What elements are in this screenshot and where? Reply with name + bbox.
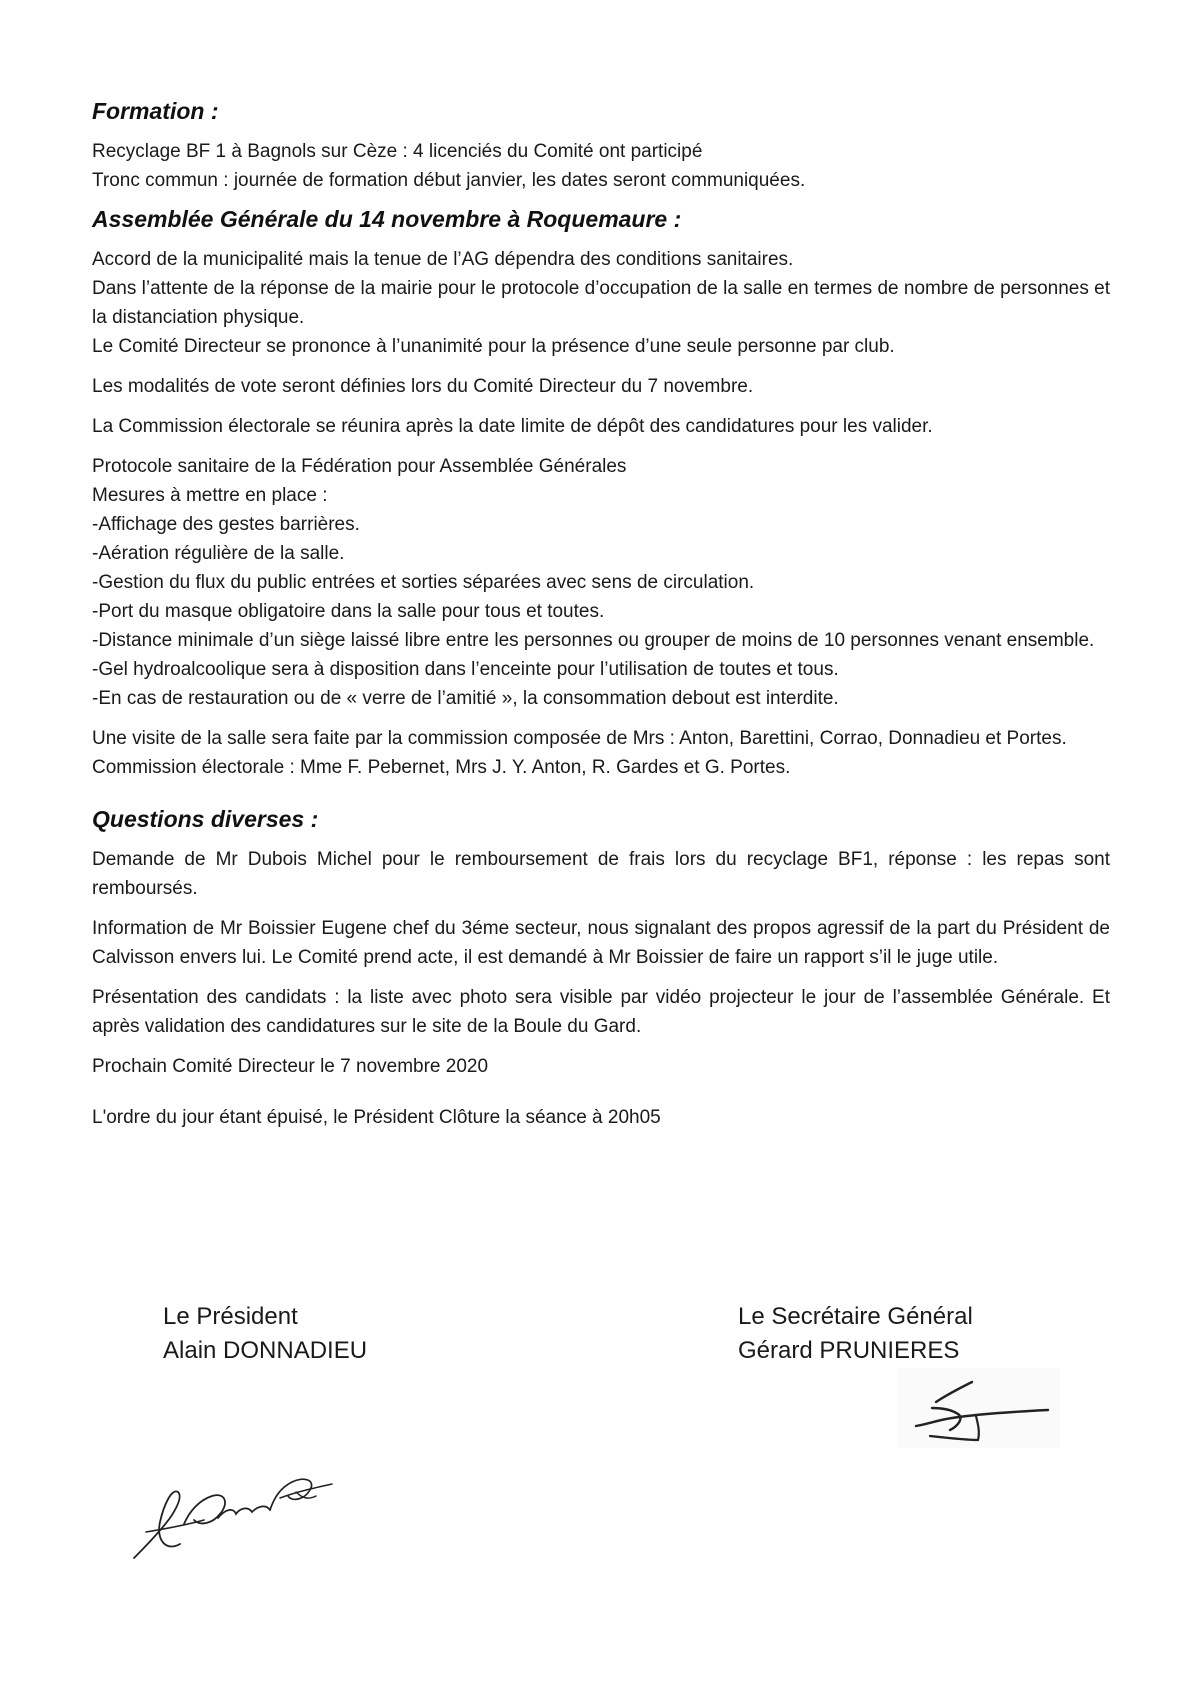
- paragraph-line: Dans l’attente de la réponse de la mairie pour le protocole d’occupation de la salle en termes de nombre de personnes et la distanciation physique.: [92, 278, 1110, 328]
- questions-paragraph-4: Prochain Comité Directeur le 7 novembre 2020: [92, 1056, 489, 1077]
- secretary-name: Gérard PRUNIERES: [738, 1337, 960, 1364]
- formation-line: Recyclage BF 1 à Bagnols sur Cèze : 4 licenciés du Comité ont participé: [92, 141, 703, 162]
- questions-paragraph-3: Présentation des candidats : la liste avec photo sera visible par vidéo projecteur le jour de l’assemblée Générale. Et après validation des candidatures sur le site de la Boule du Gard.: [92, 987, 1110, 1037]
- paragraph-line: Le Comité Directeur se prononce à l’unanimité pour la présence d’une seule personne par club.: [92, 336, 895, 357]
- protocole-item: -En cas de restauration ou de « verre de l’amitié », la consommation debout est interdite.: [92, 688, 839, 709]
- president-signature-block: [163, 1300, 367, 1368]
- document-body: [92, 98, 1110, 1143]
- secretary-signature-image: [898, 1368, 1060, 1448]
- secretary-signature-block: [738, 1300, 973, 1368]
- protocole-item: -Gel hydroalcoolique sera à disposition dans l’enceinte pour l’utilisation de toutes et tous.: [92, 659, 839, 680]
- president-name: Alain DONNADIEU: [163, 1337, 368, 1364]
- visite-line: Une visite de la salle sera faite par la commission composée de Mrs : Anton, Barettini, Corrao, Donnadieu et Portes.: [92, 728, 1067, 749]
- questions-paragraph-2: Information de Mr Boissier Eugene chef du 3éme secteur, nous signalant des propos agressif de la part du Président de Calvisson envers lui. Le Comité prend acte, il est demandé à Mr Boissier de faire un rapport s’il le juge utile.: [92, 918, 1110, 968]
- visite-line: Commission électorale : Mme F. Pebernet, Mrs J. Y. Anton, R. Gardes et G. Portes.: [92, 757, 791, 778]
- formation-text: [92, 137, 1110, 195]
- section-heading-questions: Questions diverses :: [92, 806, 319, 832]
- closing-statement: L'ordre du jour étant épuisé, le Président Clôture la séance à 20h05: [92, 1107, 661, 1128]
- section-heading-assemblee: Assemblée Générale du 14 novembre à Roquemaure :: [92, 206, 682, 232]
- protocole-item: -Aération régulière de la salle.: [92, 543, 345, 564]
- formation-line: Tronc commun : journée de formation début janvier, les dates seront communiquées.: [92, 170, 806, 191]
- paragraph-line: Accord de la municipalité mais la tenue de l’AG dépendra des conditions sanitaires.: [92, 249, 794, 270]
- questions-paragraph-1: Demande de Mr Dubois Michel pour le remboursement de frais lors du recyclage BF1, réponse : les repas sont remboursés.: [92, 849, 1110, 899]
- protocole-item: -Port du masque obligatoire dans la salle pour tous et toutes.: [92, 601, 605, 622]
- assemblee-paragraph-3: La Commission électorale se réunira après la date limite de dépôt des candidatures pour les valider.: [92, 416, 933, 437]
- protocole-item: -Gestion du flux du public entrées et sorties séparées avec sens de circulation.: [92, 572, 755, 593]
- president-title: Le Président: [163, 1303, 298, 1330]
- protocole-item: -Distance minimale d’un siège laissé libre entre les personnes ou grouper de moins de 10 personnes venant ensemble.: [92, 630, 1095, 651]
- assemblee-paragraph-2: Les modalités de vote seront définies lors du Comité Directeur du 7 novembre.: [92, 376, 754, 397]
- assemblee-paragraph-1: [92, 245, 1110, 361]
- section-heading-formation: Formation :: [92, 98, 219, 124]
- president-signature-image: [120, 1448, 340, 1568]
- protocole-line: Mesures à mettre en place :: [92, 485, 328, 506]
- secretary-title: Le Secrétaire Général: [738, 1303, 973, 1330]
- visite-paragraph: [92, 724, 1110, 782]
- protocole-list: [92, 452, 1110, 713]
- protocole-item: -Affichage des gestes barrières.: [92, 514, 360, 535]
- protocole-line: Protocole sanitaire de la Fédération pour Assemblée Générales: [92, 456, 627, 477]
